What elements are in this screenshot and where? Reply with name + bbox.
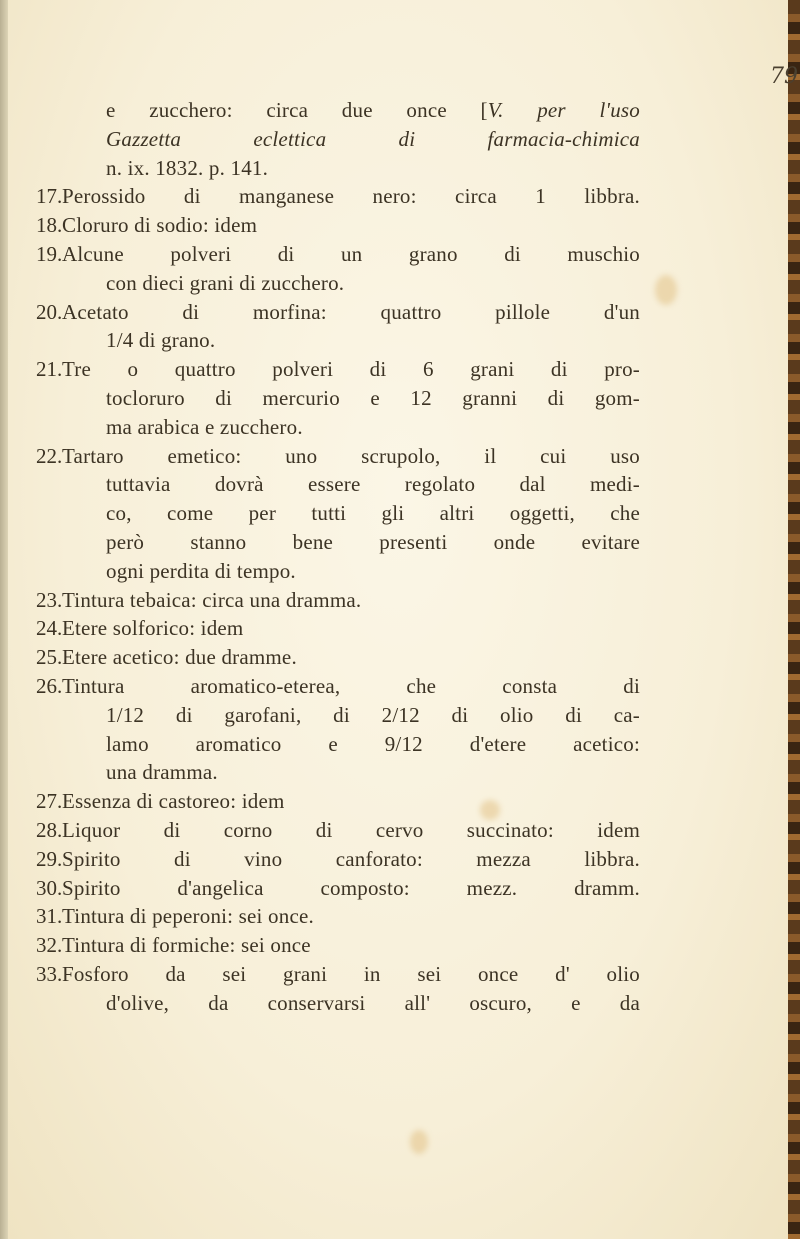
text-line (62, 962, 640, 987)
line-text: Alcune polveri di un grano di muschio (62, 242, 640, 266)
line-text: Tintura di peperoni: sei once. (62, 904, 314, 929)
item-number: 30. (36, 875, 63, 900)
line-text: Spirito di vino canforato: mezza libbra. (62, 846, 640, 871)
text-line (62, 674, 640, 699)
text-line (62, 847, 640, 872)
text-line (106, 760, 640, 785)
line-text: Etere solforico: idem (62, 616, 244, 641)
line-text: tuttavia dovrà essere regolato dal medi- (106, 472, 640, 497)
foxing-stain (655, 275, 677, 305)
line-text: Cloruro di sodio: idem (62, 213, 258, 238)
item-number: 27. (36, 789, 63, 814)
item-number: 20. (36, 299, 63, 324)
text-line (106, 559, 640, 584)
line-text: co, come per tutti gli altri oggetti, che (106, 501, 640, 526)
text-line (62, 357, 640, 382)
item-number: 29. (36, 846, 63, 871)
text-line (106, 386, 640, 411)
foxing-stain (410, 1130, 428, 1154)
book-binding-edge (788, 0, 800, 1239)
text-line (62, 184, 640, 209)
line-text: Tintura tebaica: circa una dramma. (62, 587, 362, 612)
item-number: 25. (36, 645, 63, 670)
text-line (62, 645, 640, 670)
text-line (106, 328, 640, 353)
text-line (106, 156, 640, 181)
text-line (62, 588, 640, 613)
item-number: 33. (36, 962, 63, 986)
line-text: Spirito d'angelica composto: mezz. dramm. (62, 875, 640, 900)
line-text: 1/12 di garofani, di 2/12 di olio di ca- (106, 702, 640, 727)
page-number: 79 (770, 64, 798, 89)
text-line (106, 415, 640, 440)
text-line (62, 876, 640, 901)
text-line (106, 501, 640, 526)
text-line (62, 933, 640, 958)
item-number: 31. (36, 904, 63, 929)
line-text: lamo aromatico e 9/12 d'etere acetico: (106, 731, 640, 756)
text-line (62, 300, 640, 325)
line-text: ogni perdita di tempo. (106, 558, 296, 583)
item-number: 17. (36, 184, 63, 209)
italic-citation: Gazzetta eclettica di farmacia-chimica (106, 126, 640, 151)
italic-citation: V. per l'uso (487, 98, 640, 122)
item-number: 32. (36, 933, 63, 958)
item-number: 28. (36, 818, 63, 842)
text-line (106, 472, 640, 497)
line-text: Etere acetico: due dramme. (62, 645, 297, 670)
item-number: 21. (36, 357, 63, 382)
line-text: Tre o quattro polveri di 6 grani di pro- (62, 357, 640, 382)
line-text: 1/4 di grano. (106, 328, 216, 353)
line-text: e zucchero: circa due once [ (106, 98, 488, 122)
line-text: però stanno bene presenti onde evitare (106, 530, 640, 554)
line-text: Acetato di morfina: quattro pillole d'un (62, 299, 640, 324)
text-line (106, 732, 640, 757)
text-line (62, 616, 640, 641)
item-number: 26. (36, 674, 63, 698)
line-text: Liquor di corno di cervo succinato: idem (62, 818, 640, 842)
text-line (106, 703, 640, 728)
item-number: 22. (36, 443, 63, 468)
line-text: d'olive, da conservarsi all' oscuro, e da (106, 990, 640, 1015)
text-line (62, 444, 640, 469)
item-number: 19. (36, 242, 63, 266)
line-text: Tintura aromatico-eterea, che consta di (62, 674, 640, 698)
item-number: 18. (36, 213, 63, 238)
text-line (62, 789, 640, 814)
text-line (106, 991, 640, 1016)
line-text: con dieci grani di zucchero. (106, 270, 345, 295)
line-text: Tartaro emetico: uno scrupolo, il cui uso (62, 443, 640, 468)
line-text: Essenza di castoreo: idem (62, 789, 285, 814)
line-text: una dramma. (106, 760, 218, 785)
page-left-edge (0, 0, 8, 1239)
text-line (106, 530, 640, 555)
text-line (62, 818, 640, 843)
text-line (106, 98, 640, 123)
text-line (106, 127, 640, 152)
item-number: 23. (36, 587, 63, 612)
line-text: Tintura di formiche: sei once (62, 933, 311, 958)
line-text: Fosforo da sei grani in sei once d' olio (62, 962, 640, 986)
line-text: Perossido di manganese nero: circa 1 libbra. (62, 184, 640, 209)
line-text: tocloruro di mercurio e 12 granni di gom- (106, 386, 640, 410)
item-number: 24. (36, 616, 63, 641)
text-line (62, 242, 640, 267)
line-text: ma arabica e zucchero. (106, 414, 303, 439)
text-line (62, 904, 640, 929)
line-text: n. ix. 1832. p. 141. (106, 155, 269, 180)
text-line (62, 213, 640, 238)
text-line (106, 271, 640, 296)
